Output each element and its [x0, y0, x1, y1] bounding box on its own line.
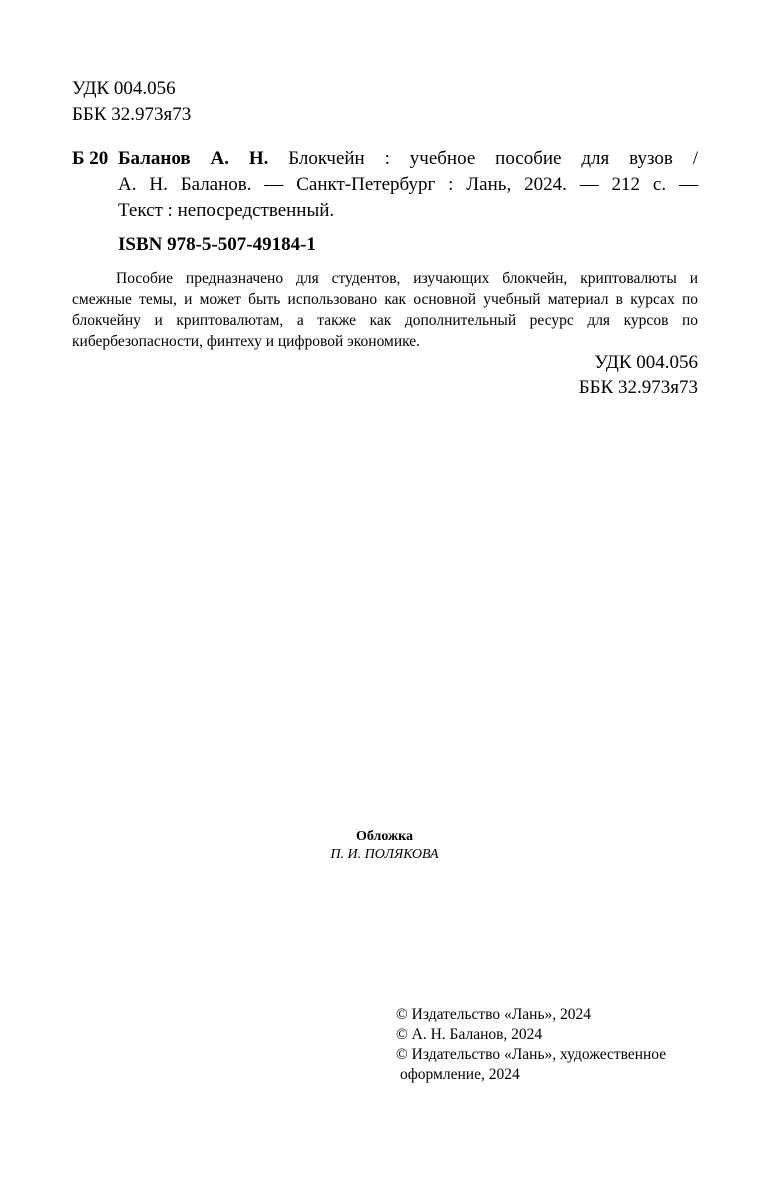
- bibliographic-line-1: [118, 146, 698, 172]
- bibliographic-line-3: Текст : непосредственный.: [118, 200, 335, 221]
- bibliographic-line-2: А. Н. Баланов. — Санкт-Петербург : Лань, 2024. — 212 с. —: [118, 174, 698, 195]
- title-statement: Блокчейн : учебное пособие для вузов /: [268, 148, 698, 169]
- author-mark: Б 20: [72, 148, 109, 169]
- isbn: ISBN 978-5-507-49184-1: [118, 234, 316, 255]
- udk-code: УДК 004.056: [72, 78, 176, 99]
- cover-credit-title: Обложка: [355, 829, 414, 844]
- copyright-line: © Издательство «Лань», художественное: [396, 1046, 667, 1063]
- copyright-line: © Издательство «Лань», 2024: [396, 1006, 592, 1023]
- bibliographic-description: [118, 146, 698, 224]
- bibliographic-record: [72, 146, 698, 224]
- bbk-code: ББК 32.973я73: [72, 104, 192, 125]
- copyright-block: [396, 1005, 666, 1085]
- annotation: Пособие предназначено для студентов, изучающих блокчейн, криптовалюты и смежные темы, и может быть использовано как основной учебный материал в курсах по блокчейну и криптовалютам, а также как дополнительный ресурс для курсов по кибербезопасности, финтеху и цифровой экономике.: [72, 270, 698, 350]
- copyright-line: оформление, 2024: [400, 1066, 520, 1083]
- copyright-line: © А. Н. Баланов, 2024: [396, 1026, 543, 1043]
- cover-designer-name: П. И. ПОЛЯКОВА: [330, 847, 439, 862]
- cover-credit: [0, 828, 769, 864]
- classification-codes-top: [72, 76, 191, 128]
- classification-codes-bottom: [579, 350, 698, 400]
- bbk-code: ББК 32.973я73: [578, 377, 698, 398]
- author-name: Баланов А. Н.: [118, 148, 269, 169]
- udk-code: УДК 004.056: [594, 352, 698, 373]
